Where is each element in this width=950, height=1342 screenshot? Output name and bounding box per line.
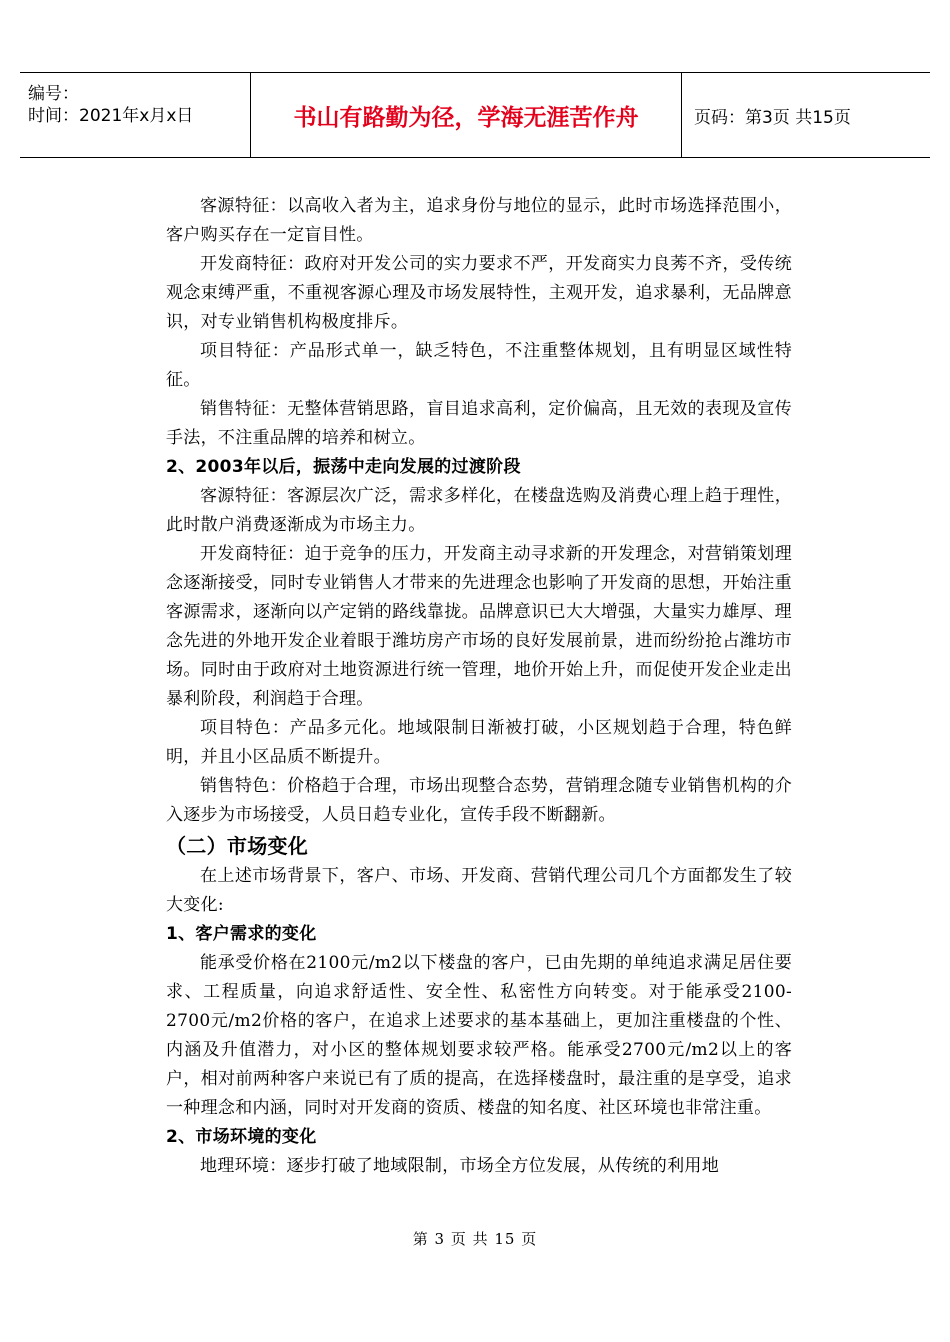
paragraph-customer-features-early: 客源特征：以高收入者为主，追求身份与地位的显示，此时市场选择范围小，客户购买存在一定盲目性。 xyxy=(166,196,792,245)
heading-market-change: （二）市场变化 xyxy=(166,834,309,858)
paragraph-project-features-early: 项目特征：产品形式单一，缺乏特色，不注重整体规划，且有明显区域性特征。 xyxy=(166,341,792,390)
paragraph-project-features-2003: 项目特色：产品多元化。地域限制日渐被打破，小区规划趋于合理，特色鲜明，并且小区品质不断提升。 xyxy=(166,718,792,767)
page-header xyxy=(20,72,930,158)
paragraph-customer-features-2003: 客源特征：客源层次广泛，需求多样化，在楼盘选购及消费心理上趋于理性，此时散户消费逐渐成为市场主力。 xyxy=(166,486,792,535)
page-footer: 第 3 页 共 15 页 xyxy=(412,1230,538,1248)
header-motto: 书山有路勤为径，学海无涯苦作舟 xyxy=(251,73,682,157)
header-page-label: 页码：第3页 共15页 xyxy=(694,107,851,128)
paragraph-sales-features-early: 销售特征：无整体营销思路，盲目追求高利，定价偏高，且无效的表现及宣传手法，不注重品牌的培养和树立。 xyxy=(166,399,792,448)
heading-2003-transition: 2、2003年以后，振荡中走向发展的过渡阶段 xyxy=(166,457,521,477)
heading-market-environment: 2、市场环境的变化 xyxy=(166,1127,317,1147)
paragraph-developer-features-2003: 开发商特征：迫于竞争的压力，开发商主动寻求新的开发理念，对营销策划理念逐渐接受，同时专业销售人才带来的先进理念也影响了开发商的思想，开始注重客源需求，逐渐向以产定销的路线靠拢。品牌意识已大大增强，大量实力雄厚、理念先进的外地开发企业着眼于潍坊房产市场的良好发展前景，进而纷纷抢占潍坊市场。同时由于政府对土地资源进行统一管理，地价开始上升，而促使开发企业走出暴利阶段，利润趋于合理。 xyxy=(166,544,792,709)
time-label: 时间：2021年x月x日 xyxy=(28,106,194,126)
paragraph-customer-demand: 能承受价格在2100元/m2以下楼盘的客户，已由先期的单纯追求满足居住要求、工程质量，向追求舒适性、安全性、私密性方向转变。对于能承受2100-2700元/m2价格的客户，在追求上述要求的基本基础上，更加注重楼盘的个性、内涵及升值潜力，对小区的整体规划要求较严格。能承受2700元/m2以上的客户，相对前两种客户来说已有了质的提高，在选择楼盘时，最注重的是享受，追求一种理念和内涵，同时对开发商的资质、楼盘的知名度、社区环境也非常注重。 xyxy=(166,953,792,1118)
paragraph-developer-features-early: 开发商特征：政府对开发公司的实力要求不严，开发商实力良莠不齐，受传统观念束缚严重，不重视客源心理及市场发展特性，主观开发，追求暴利，无品牌意识，对专业销售机构极度排斥。 xyxy=(166,254,792,332)
header-meta xyxy=(20,73,251,157)
paragraph-sales-features-2003: 销售特色：价格趋于合理，市场出现整合态势，营销理念随专业销售机构的介入逐步为市场接受，人员日趋专业化，宣传手段不断翻新。 xyxy=(166,776,792,825)
number-label: 编号： xyxy=(28,84,79,104)
paragraph-geographic-environment: 地理环境：逐步打破了地域限制，市场全方位发展，从传统的利用地 xyxy=(200,1156,719,1176)
heading-customer-demand: 1、客户需求的变化 xyxy=(166,924,317,944)
paragraph-market-background: 在上述市场背景下，客户、市场、开发商、营销代理公司几个方面都发生了较大变化: xyxy=(166,866,792,915)
document-body xyxy=(166,192,792,1181)
